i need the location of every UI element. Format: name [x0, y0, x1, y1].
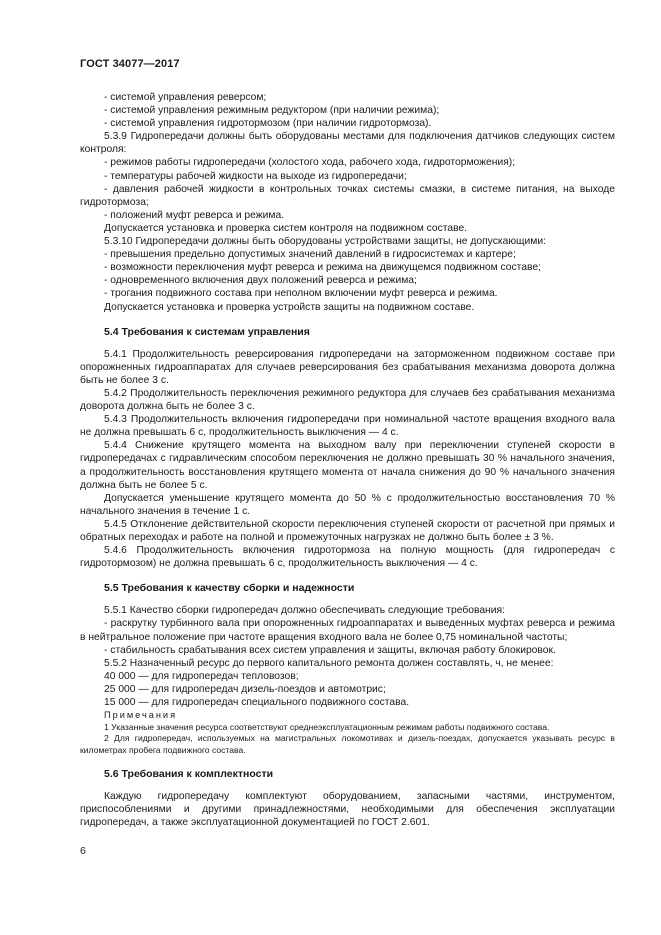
paragraph: 5.4.4 Снижение крутящего момента на выходном валу при переключении ступеней скорости в гидропередачах с гидравлическим способом переключения не должно превышать 30 % начального значения, а продолжительность восстановления крутящего момента от начала снижения до 90 % начального значения должна быть не более 5 с. — [80, 440, 615, 491]
paragraph: 40 000 — для гидропередач тепловозов; — [104, 670, 299, 682]
paragraph: - стабильность срабатывания всех систем управления и защиты, включая работу блокировок. — [104, 644, 556, 656]
paragraph: - температуры рабочей жидкости на выходе из гидропередачи; — [104, 170, 407, 182]
paragraph: - системой управления режимным редуктором (при наличии режима); — [104, 105, 440, 117]
paragraph: - трогания подвижного состава при неполном включении муфт реверса и режима. — [104, 288, 498, 300]
paragraph: - системой управления реверсом; — [104, 92, 267, 103]
section-heading: 5.5 Требования к качеству сборки и надежности — [104, 582, 355, 595]
section-heading: 5.6 Требования к комплектности — [104, 767, 274, 780]
paragraph: 5.4.5 Отклонение действительной скорости переключения ступеней скорости от расчетной при прямых и обратных переходах и работе на полной и промежуточных нагрузках не должно быть более ± 3 %. — [80, 518, 615, 543]
paragraph: - положений муфт реверса и режима. — [104, 209, 285, 221]
paragraph: 5.4.2 Продолжительность переключения режимного редуктора для случаев без срабатывания механизма доворота должна быть не более 3 с. — [80, 387, 615, 413]
note: 1 Указанные значения ресурса соответствуют среднеэксплуатационным режимам работы подвижного состава. — [104, 722, 550, 733]
paragraph: - раскрутку турбинного вала при опорожненных гидроаппаратах и выведенных муфтах реверса и режима в нейтральное положение при частоте вращения входного вала не более 0,75 номинальной частоты; — [80, 618, 615, 643]
paragraph: 5.5.1 Качество сборки гидропередач должно обеспечивать следующие требования: — [104, 605, 505, 617]
paragraph: 5.4.1 Продолжительность реверсирования гидропередачи на заторможенном подвижном составе при опорожненных гидроаппаратах для случаев реверсирования без срабатывания механизма доворота должна быть не более 3 с. — [80, 348, 615, 386]
section-heading: 5.4 Требования к системам управления — [104, 325, 310, 338]
paragraph: - режимов работы гидропередачи (холостого хода, рабочего хода, гидроторможения); — [104, 157, 516, 169]
paragraph: - превышения предельно допустимых значений давлений в гидросистемах и картере; — [104, 249, 516, 261]
paragraph: Допускается установка и проверка устройств защиты на подвижном составе. — [104, 301, 475, 313]
paragraph: - давления рабочей жидкости в контрольных точках системы смазки, в системе питания, на выходе гидротормоза; — [80, 183, 615, 208]
paragraph: - системой управления гидротормозом (при наличии гидротормоза). — [104, 118, 432, 130]
notes-title: Примечания — [104, 710, 178, 721]
paragraph: 5.3.10 Гидропередачи должны быть оборудованы устройствами защиты, не допускающими: — [104, 236, 546, 248]
paragraph: Каждую гидропередачу комплектуют оборудованием, запасными частями, инструментом, приспособлениями и другими принадлежностями, необходимыми для обеспечения эксплуатации гидропередач, а также эксплуатационной документацией по ГОСТ 2.601. — [80, 790, 615, 829]
paragraph: 5.3.9 Гидропередачи должны быть оборудованы местами для подключения датчиков следующих систем контроля: — [80, 131, 615, 156]
paragraph: 5.4.6 Продолжительность включения гидротормоза на полную мощность (для гидропередач с гидротормозом) не должна превышать 6 с, продолжительность выключения — 4 с. — [80, 545, 615, 570]
document-header: ГОСТ 34077—2017 — [80, 58, 180, 70]
paragraph: Допускается установка и проверка систем контроля на подвижном составе. — [104, 222, 468, 234]
paragraph: 25 000 — для гидропередач дизель-поездов и автомотрис; — [104, 683, 386, 695]
page-number: 6 — [80, 845, 86, 857]
document-body — [80, 91, 615, 829]
paragraph: - возможности переключения муфт реверса и режима на движущемся подвижном составе; — [104, 262, 541, 274]
paragraph: 15 000 — для гидропередач специального подвижного состава. — [104, 697, 410, 709]
paragraph: 5.4.3 Продолжительность включения гидропередачи при номинальной частоте вращения входного вала не должна превышать 6 с, продолжительность выключения — 4 с. — [80, 414, 615, 439]
note: 2 Для гидропередач, используемых на магистральных локомотивах и дизель-поездах, допускается указывать ресурс в километрах пробега подвижного состава. — [80, 733, 615, 755]
paragraph: - одновременного включения двух положений реверса и режима; — [104, 275, 417, 287]
paragraph: 5.5.2 Назначенный ресурс до первого капитального ремонта должен составлять, ч, не менее: — [104, 657, 554, 669]
paragraph: Допускается уменьшение крутящего момента до 50 % с продолжительностью восстановления 70 % начального значения в течение 1 с. — [80, 492, 615, 517]
